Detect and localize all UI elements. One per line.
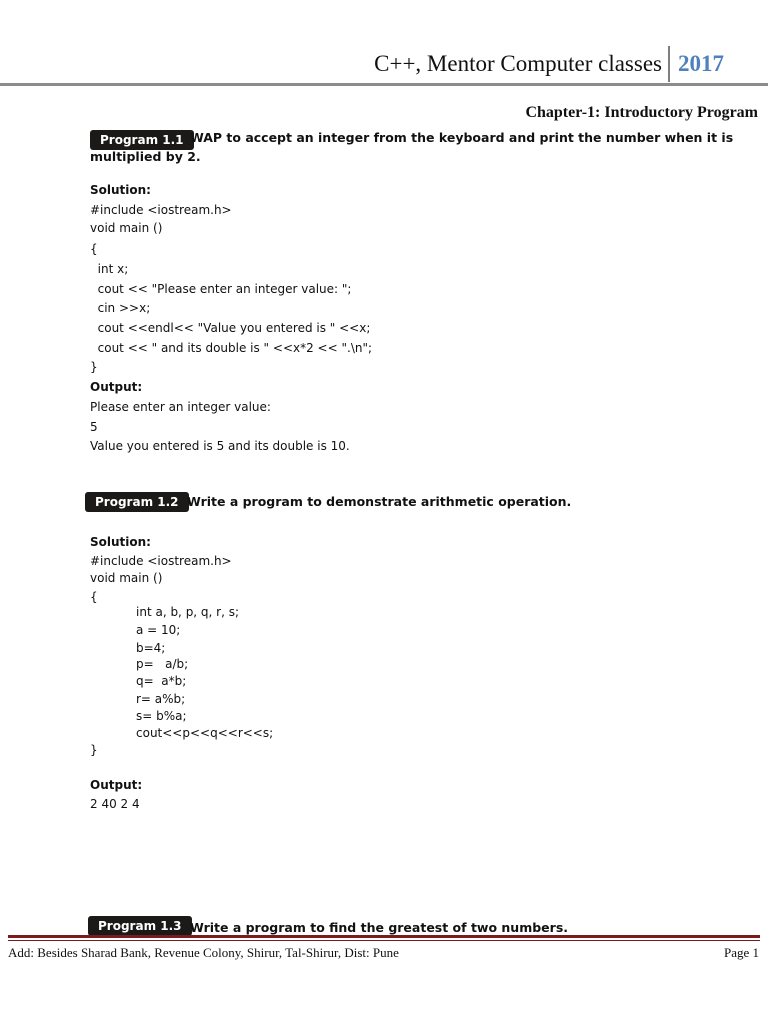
output-line: 5 [90,420,98,434]
page-number: Page 1 [723,945,759,960]
program-badge: Program 1.1 [90,130,194,150]
code-line: cout <<endl<< "Value you entered is " <<x; [90,321,371,335]
program-task: WAP to accept an integer from the keyboard and print the number when it is [190,130,734,145]
code-line: p= a/b; [136,657,189,671]
header-title: C++, Mentor Computer classes [374,51,662,76]
solution-label: Solution: [90,183,151,197]
code-line: q= a*b; [136,674,187,688]
output-line: 2 40 2 4 [90,797,140,811]
output-line: Value you entered is 5 and its double is 10. [90,439,350,453]
code-line: cout << " and its double is " <<x*2 << ".\n"; [90,341,373,355]
code-line: a = 10; [136,623,181,637]
footer-address: Add: Besides Sharad Bank, Revenue Colony, Shirur, Tal-Shirur, Dist: Pune [8,945,399,960]
output-label: Output: [90,380,143,394]
code-line: int a, b, p, q, r, s; [136,605,240,619]
header-divider [668,46,670,82]
output-label: Output: [90,778,143,792]
solution-label: Solution: [90,535,151,549]
code-line: #include <iostream.h> [90,554,232,568]
code-line: s= b%a; [136,709,187,723]
code-line: b=4; [136,641,166,655]
footer-rule-thin [8,940,760,941]
code-line: { [90,590,98,604]
program-task: Write a program to find the greatest of two numbers. [190,920,569,935]
code-line: cout<<p<<q<<r<<s; [136,726,274,740]
program-task: Write a program to demonstrate arithmetic operation. [187,494,572,509]
footer-rule [8,935,760,938]
code-line: cout << "Please enter an integer value: "; [90,282,352,296]
code-line: } [90,743,98,757]
output-line: Please enter an integer value: [90,400,271,414]
code-line: void main () [90,221,163,235]
code-line: { [90,242,98,256]
header-year: 2017 [678,51,724,76]
program-task-continued: multiplied by 2. [90,149,201,164]
header-rule [0,83,768,86]
chapter-title: Chapter-1: Introductory Program [525,104,758,121]
code-line: #include <iostream.h> [90,203,232,217]
program-badge: Program 1.2 [85,492,189,512]
code-line: } [90,360,98,374]
program-badge: Program 1.3 [88,916,192,936]
code-line: int x; [90,262,129,276]
code-line: cin >>x; [90,301,151,315]
code-line: void main () [90,571,163,585]
code-line: r= a%b; [136,692,186,706]
